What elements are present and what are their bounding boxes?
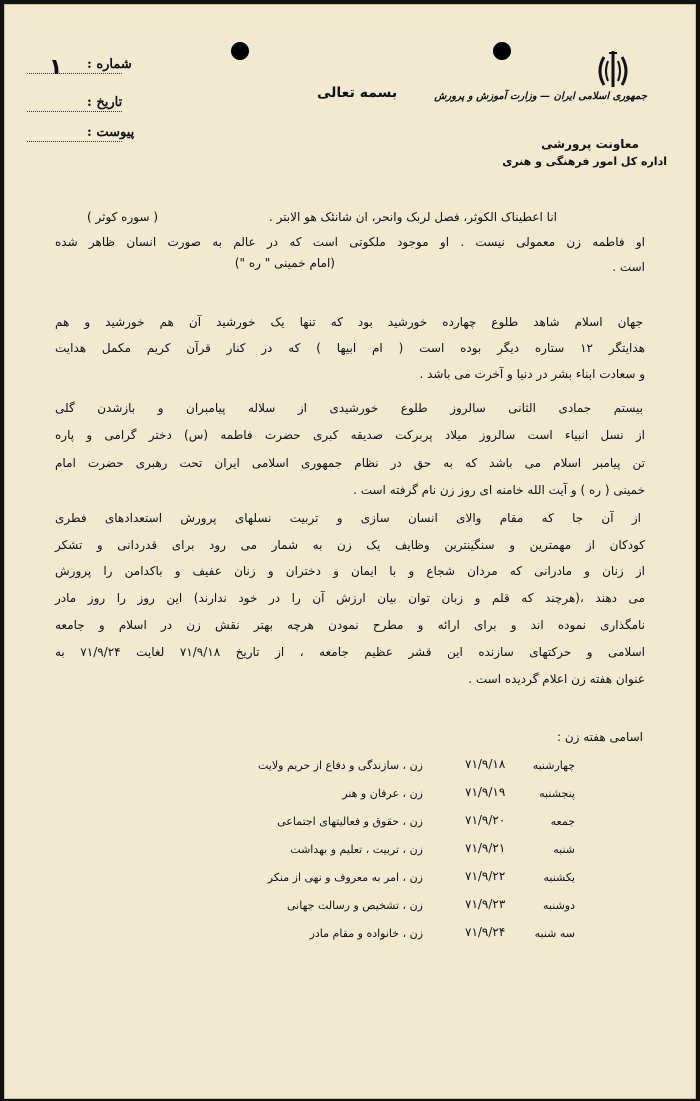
document-page <box>4 4 696 1099</box>
department-subtitle: اداره کل امور فرهنگی و هنری <box>502 155 667 168</box>
paragraph-line: بیستم جمادی الثانی سالروز طلوع خورشیدی از سلاله پیامبران و بازشدن گلی <box>55 401 643 415</box>
date-label: : تاریخ <box>87 95 123 110</box>
day-date: ۷۱/۹/۲۴ <box>465 925 506 939</box>
day-date: ۷۱/۹/۲۱ <box>465 841 506 855</box>
day-theme: زن ، حقوق و فعالیتهای اجتماعی <box>277 815 423 828</box>
paragraph-line: از زنان و مادرانی که مردان شجاع و با ایمان و دختران و زنان عفیف و باکدامن را پرورش <box>55 564 645 578</box>
number-value: ۱ <box>49 55 63 80</box>
bismillah: بسمه تعالی <box>317 85 398 101</box>
quote-verse: انا اعطیناک الکوثر، فصل لربک وانحر، ان شانئک هو الابتر . <box>268 210 557 224</box>
day-date: ۷۱/۹/۱۸ <box>465 757 506 771</box>
paragraph-line: می دهند ،(هرچند که قلم و زبان توان بیان ارزش آن را در خود ندارند) این روز را روز مادر <box>55 591 645 605</box>
day-theme: زن ، امر به معروف و نهی از منکر <box>267 871 423 884</box>
day-theme: زن ، تشخیص و رسالت جهانی <box>287 899 423 912</box>
paragraph-line: اسلامی و حرکتهای سازنده این قشر عظیم جامعه ، از تاریخ ۷۱/۹/۱۸ لغایت ۷۱/۹/۲۴ به <box>55 645 646 659</box>
date-line <box>27 111 122 112</box>
paragraph-line: کودکان از مهمترین و سنگینترین وظایف یک زن به شمار می رود برای قدردانی و تشکر <box>55 538 645 552</box>
iran-emblem-icon <box>590 47 636 93</box>
paragraph-line: تن پیامبر اسلام می باشد که به حق در نظام جمهوری اسلامی ایران تحت رهبری حضرت امام <box>55 456 645 470</box>
paragraph-line: از نسل انبیاء است سالروز میلاد پربرکت صدیقه کبری حضرت فاطمه (س) دختر گرامی و پاره <box>55 428 645 442</box>
day-name: پنجشنبه <box>539 787 575 800</box>
number-label: : شماره <box>87 57 132 72</box>
day-name: یکشنبه <box>543 871 575 884</box>
paragraph-line: و سعادت ابناء بشر در دنیا و آخرت می باشد . <box>419 367 645 381</box>
day-name: جمعه <box>550 815 575 828</box>
quote-line-2: او فاطمه زن معمولی نیست . او موجود ملکوتی است که در عالم به صورت انسان ظاهر شده <box>55 235 645 249</box>
paragraph-line: هدایتگر ۱۲ ستاره دیگر بوده است ( ام ابیها ) که در کنار قرآن کریم مکمل هدایت <box>55 341 645 355</box>
quote-attribution: (امام خمینی " ره ") <box>234 256 335 270</box>
day-theme: زن ، تربیت ، تعلیم و بهداشت <box>290 843 423 856</box>
attachment-label: : پیوست <box>87 125 135 140</box>
paragraph-line: جهان اسلام شاهد طلوع چهارده خورشید بود که تنها یک خورشید آن هم خورشید و هم <box>55 315 643 329</box>
paragraph-line: عنوان هفته زن اعلام گردیده است . <box>468 672 645 686</box>
number-line <box>27 73 122 74</box>
day-date: ۷۱/۹/۲۲ <box>465 869 506 883</box>
paragraph-line: خمینی ( ره ) و آیت الله خامنه ای روز زن نام گرفته است . <box>353 483 645 497</box>
paragraph-line: از آن جا که مقام والای انسان سازی و تربیت نسلهای پرورش استعدادهای فطری <box>55 511 641 525</box>
department-title: معاونت پرورشی <box>541 137 639 151</box>
day-name: سه شنبه <box>534 927 575 940</box>
day-date: ۷۱/۹/۲۰ <box>465 813 506 827</box>
punch-hole-left <box>231 42 249 60</box>
day-date: ۷۱/۹/۲۳ <box>465 897 506 911</box>
week-heading: اسامی هفته زن : <box>556 730 643 744</box>
quote-verse-ref: ( سوره کوثر ) <box>87 210 159 224</box>
day-theme: زن ، عرفان و هنر <box>342 787 423 800</box>
attachment-line <box>27 141 122 142</box>
quote-line-3: است . <box>612 260 645 274</box>
paragraph-line: نامگذاری نموده اند و برای ارائه و مطرح نمودن هرچه بهتر نقش زن در اسلام و جامعه <box>55 618 645 632</box>
day-name: شنبه <box>553 843 575 856</box>
day-date: ۷۱/۹/۱۹ <box>465 785 506 799</box>
punch-hole-right <box>493 42 511 60</box>
day-name: چهارشنبه <box>532 759 575 772</box>
day-theme: زن ، سازندگی و دفاع از حریم ولایت <box>258 759 423 772</box>
day-theme: زن ، خانواده و مقام مادر <box>309 927 423 940</box>
ministry-name: جمهوری اسلامی ایران — وزارت آموزش و پرورش <box>434 91 647 102</box>
day-name: دوشنبه <box>543 899 575 912</box>
